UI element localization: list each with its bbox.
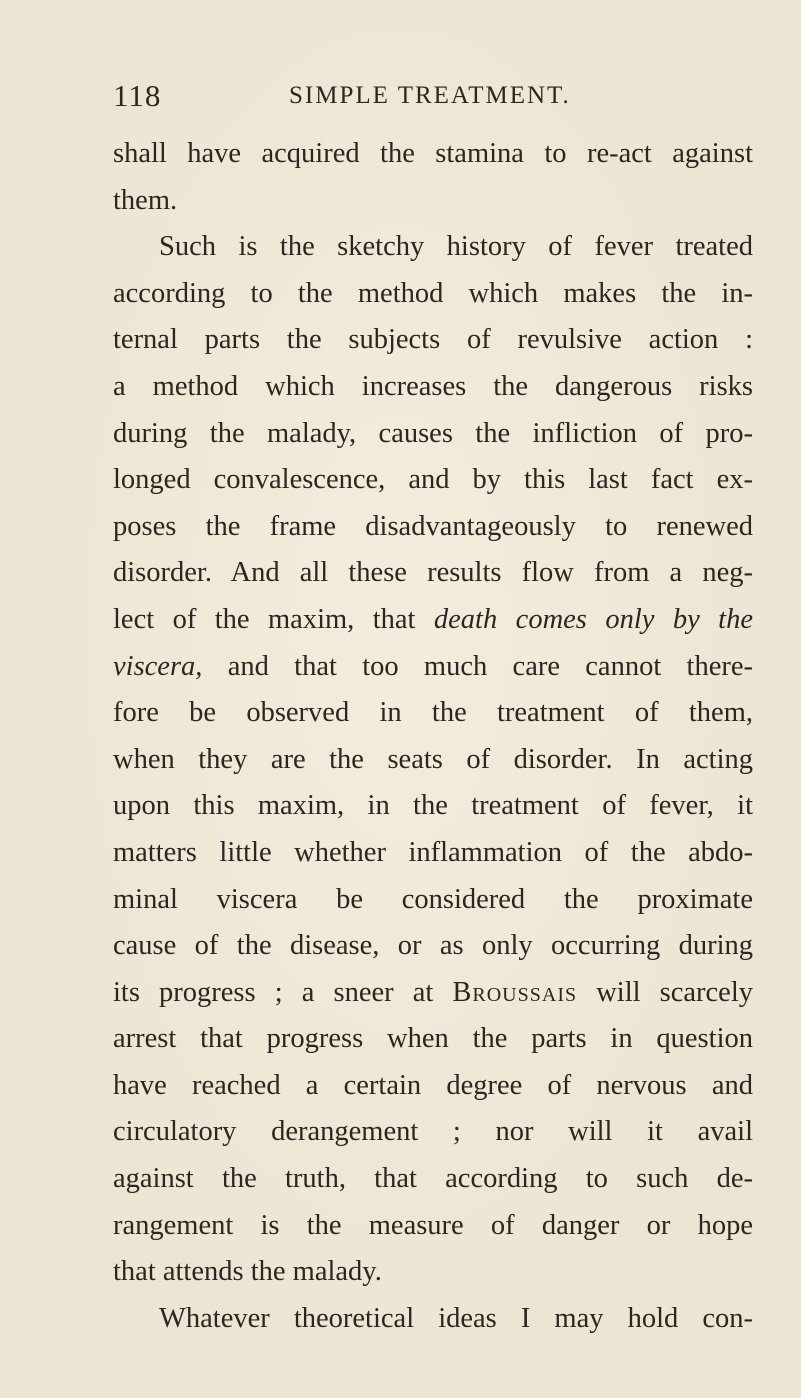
text-line: disorder. And all these results flow from a neg- [113,557,753,589]
text-segment: lect of the maxim, that [113,603,434,635]
text-line [113,597,753,644]
text-line: according to the method which makes the in- [113,277,753,309]
text-line: ternal parts the subjects of revulsive action : [113,324,753,356]
running-head: SIMPLE TREATMENT. [289,82,571,109]
text-line [113,644,753,691]
page-number: 118 [113,78,162,113]
text-line: during the malady, causes the infliction of pro- [113,417,753,449]
text-line: a method which increases the dangerous risks [113,370,753,402]
text-line: longed convalescence, and by this last fact ex- [113,464,753,496]
text-line: circulatory derangement ; nor will it avail [113,1116,753,1148]
text-line: arrest that progress when the parts in question [113,1023,753,1055]
text-line: Such is the sketchy history of fever treated [159,231,753,263]
text-segment: will scarcely [577,976,754,1008]
text-line: fore be observed in the treatment of them, [113,697,753,729]
page-header [113,78,753,118]
text-line: have reached a certain degree of nervous and [113,1069,753,1101]
small-caps-name: Broussais [452,976,578,1008]
text-line: shall have acquired the stamina to re-act against [113,138,753,169]
body-text [113,131,753,1342]
text-line: that attends the malady. [113,1256,382,1288]
text-segment: its progress ; a sneer at [113,976,453,1008]
text-line: when they are the seats of disorder. In acting [113,743,753,775]
text-line: matters little whether inflammation of the abdo- [113,836,753,868]
text-line: them. [113,184,178,216]
text-line [113,970,753,1017]
text-line: Whatever theoretical ideas I may hold con- [159,1302,753,1334]
text-line: rangement is the measure of danger or hope [113,1209,753,1241]
text-segment: and that too much care cannot there- [202,650,753,682]
text-line: upon this maxim, in the treatment of fever, it [113,790,753,822]
italic-phrase: death comes only by the [433,603,753,635]
text-line: cause of the disease, or as only occurring during [113,930,753,962]
text-line: minal viscera be considered the proximate [113,883,753,915]
text-line: against the truth, that according to such de- [113,1163,753,1195]
text-line: poses the frame disadvantageously to renewed [113,510,753,542]
italic-word: viscera, [113,650,203,682]
